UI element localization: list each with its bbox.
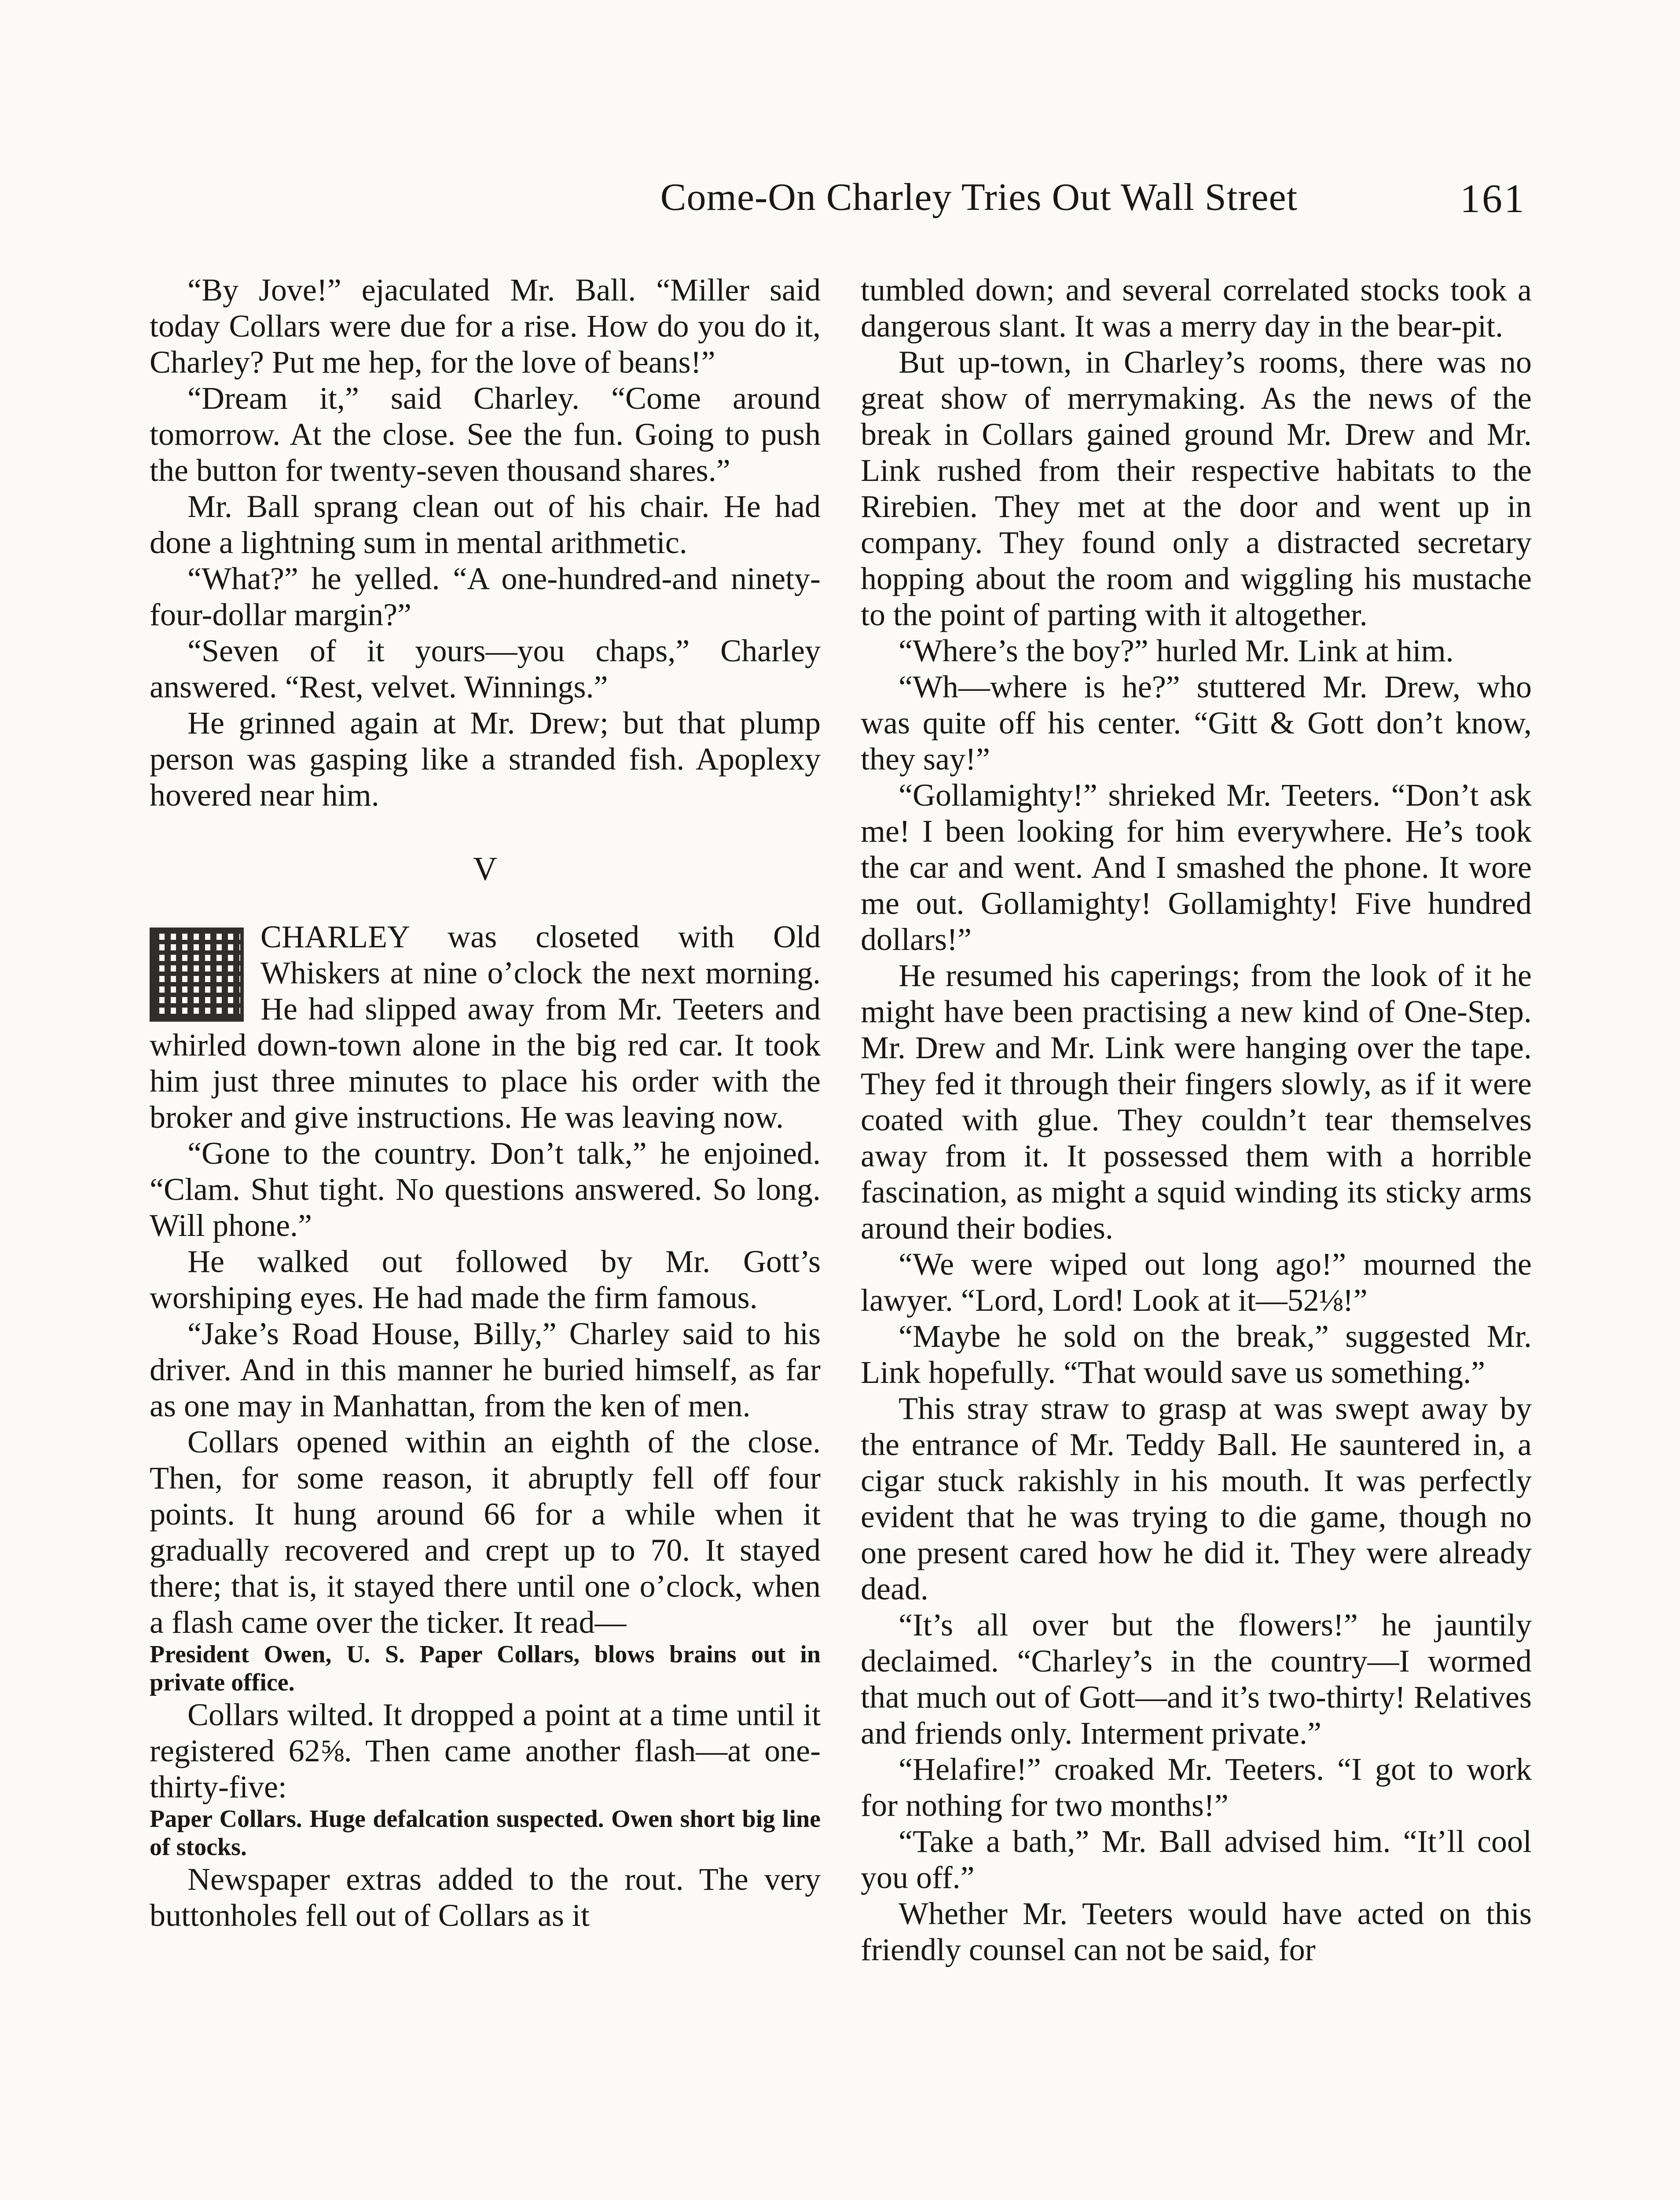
section-heading: V	[473, 851, 497, 887]
running-title: Come-On Charley Tries Out Wall Street	[660, 176, 1298, 219]
paragraph: “By Jove!” ejaculated Mr. Ball. “Miller said today Collars were due for a rise. How do you do it, Charley? Put me hep, for the love of beans!”	[150, 272, 821, 380]
paragraph: This stray straw to grasp at was swept away by the entrance of Mr. Teddy Ball. He sauntered in, a cigar stuck rakishly in his mouth. It was perfectly evident that he was trying to die game, though no one present cared how he did it. They were already dead.	[861, 1391, 1532, 1606]
right-column	[861, 272, 1532, 1968]
paragraph: “Maybe he sold on the break,” suggested Mr. Link hopefully. “That would save us something.”	[861, 1319, 1532, 1390]
paragraph: “Take a bath,” Mr. Ball advised him. “It’ll cool you off.”	[861, 1824, 1532, 1895]
paragraph: Whether Mr. Teeters would have acted on this friendly counsel can not be said, for	[861, 1896, 1532, 1967]
page-number: 161	[1460, 176, 1526, 221]
paragraph: Mr. Ball sprang clean out of his chair. He had done a lightning sum in mental arithmetic.	[150, 489, 821, 560]
paragraph: “Jake’s Road House, Billy,” Charley said to his driver. And in this manner he buried himself, as far as one may in Manhattan, from the ken of men.	[150, 1316, 821, 1423]
paragraph: He grinned again at Mr. Drew; but that plump person was gasping like a stranded fish. Apoplexy hovered near him.	[150, 705, 821, 813]
paragraph: He resumed his caperings; from the look of it he might have been practising a new kind of One-Step. Mr. Drew and Mr. Link were hanging over the tape. They fed it through their fingers slowly, as if it were coated with glue. They couldn’t tear themselves away from it. It possessed them with a horrible fascination, as might a squid winding its sticky arms around their bodies.	[861, 958, 1532, 1246]
paragraph: “Gollamighty!” shrieked Mr. Teeters. “Don’t ask me! I been looking for him everywhere. He’s took the car and went. And I smashed the phone. It wore me out. Gollamighty! Gollamighty! Five hundred dollars!”	[861, 777, 1532, 957]
paragraph: “It’s all over but the flowers!” he jauntily declaimed. “Charley’s in the country—I wormed that much out of Gott—and it’s two-thirty! Relatives and friends only. Interment private.”	[861, 1607, 1532, 1751]
paragraph: “Gone to the country. Don’t talk,” he enjoined. “Clam. Shut tight. No questions answered. So long. Will phone.”	[150, 1136, 821, 1243]
paragraph: “Wh—where is he?” stuttered Mr. Drew, who was quite off his center. “Gitt & Gott don’t know, they say!”	[861, 669, 1532, 777]
paragraph: “Where’s the boy?” hurled Mr. Link at him.	[899, 633, 1454, 668]
ticker-flash: President Owen, U. S. Paper Collars, blows brains out in private office.	[150, 1641, 821, 1696]
paragraph: Collars wilted. It dropped a point at a time until it registered 62⅝. Then came another flash—at one-thirty-five:	[150, 1697, 821, 1804]
paragraph: “We were wiped out long ago!” mourned the lawyer. “Lord, Lord! Look at it—52⅛!”	[861, 1247, 1532, 1318]
paragraph: “Dream it,” said Charley. “Come around tomorrow. At the close. See the fun. Going to push the button for twenty-seven thousand shares.”	[150, 381, 821, 488]
paragraph: CHARLEY was closeted with Old Whiskers at nine o’clock the next morning. He had slipped away from Mr. Teeters and whirled down-town alone in the big red car. It took him just three minutes to place his order with the broker and give instructions. He was leaving now.	[150, 919, 821, 1135]
paragraph: He walked out followed by Mr. Gott’s worshiping eyes. He had made the firm famous.	[150, 1244, 821, 1315]
paragraph: But up-town, in Charley’s rooms, there was no great show of merrymaking. As the news of the break in Collars gained ground Mr. Drew and Mr. Link rushed from their respective habitats to the Rirebien. They met at the door and went up in company. They found only a distracted secretary hopping about the room and wiggling his mustache to the point of parting with it altogether.	[861, 345, 1532, 632]
paragraph: “What?” he yelled. “A one-hundred-and ninety-four-dollar margin?”	[150, 561, 821, 632]
decorative-initial-ornament	[150, 928, 244, 1022]
left-column	[150, 272, 821, 1933]
paragraph-continuation: tumbled down; and several correlated stocks took a dangerous slant. It was a merry day in the bear-pit.	[861, 272, 1532, 344]
paragraph: Newspaper extras added to the rout. The very buttonholes fell out of Collars as it	[150, 1862, 821, 1933]
paragraph: Collars opened within an eighth of the close. Then, for some reason, it abruptly fell off four points. It hung around 66 for a while when it gradually recovered and crept up to 70. It stayed there; that is, it stayed there until one o’clock, when a flash came over the ticker. It read—	[150, 1424, 821, 1640]
ticker-flash: Paper Collars. Huge defalcation suspected. Owen short big line of stocks.	[150, 1805, 821, 1861]
paragraph: “Helafire!” croaked Mr. Teeters. “I got to work for nothing for two months!”	[861, 1752, 1532, 1823]
paragraph: “Seven of it yours—you chaps,” Charley answered. “Rest, velvet. Winnings.”	[150, 633, 821, 704]
